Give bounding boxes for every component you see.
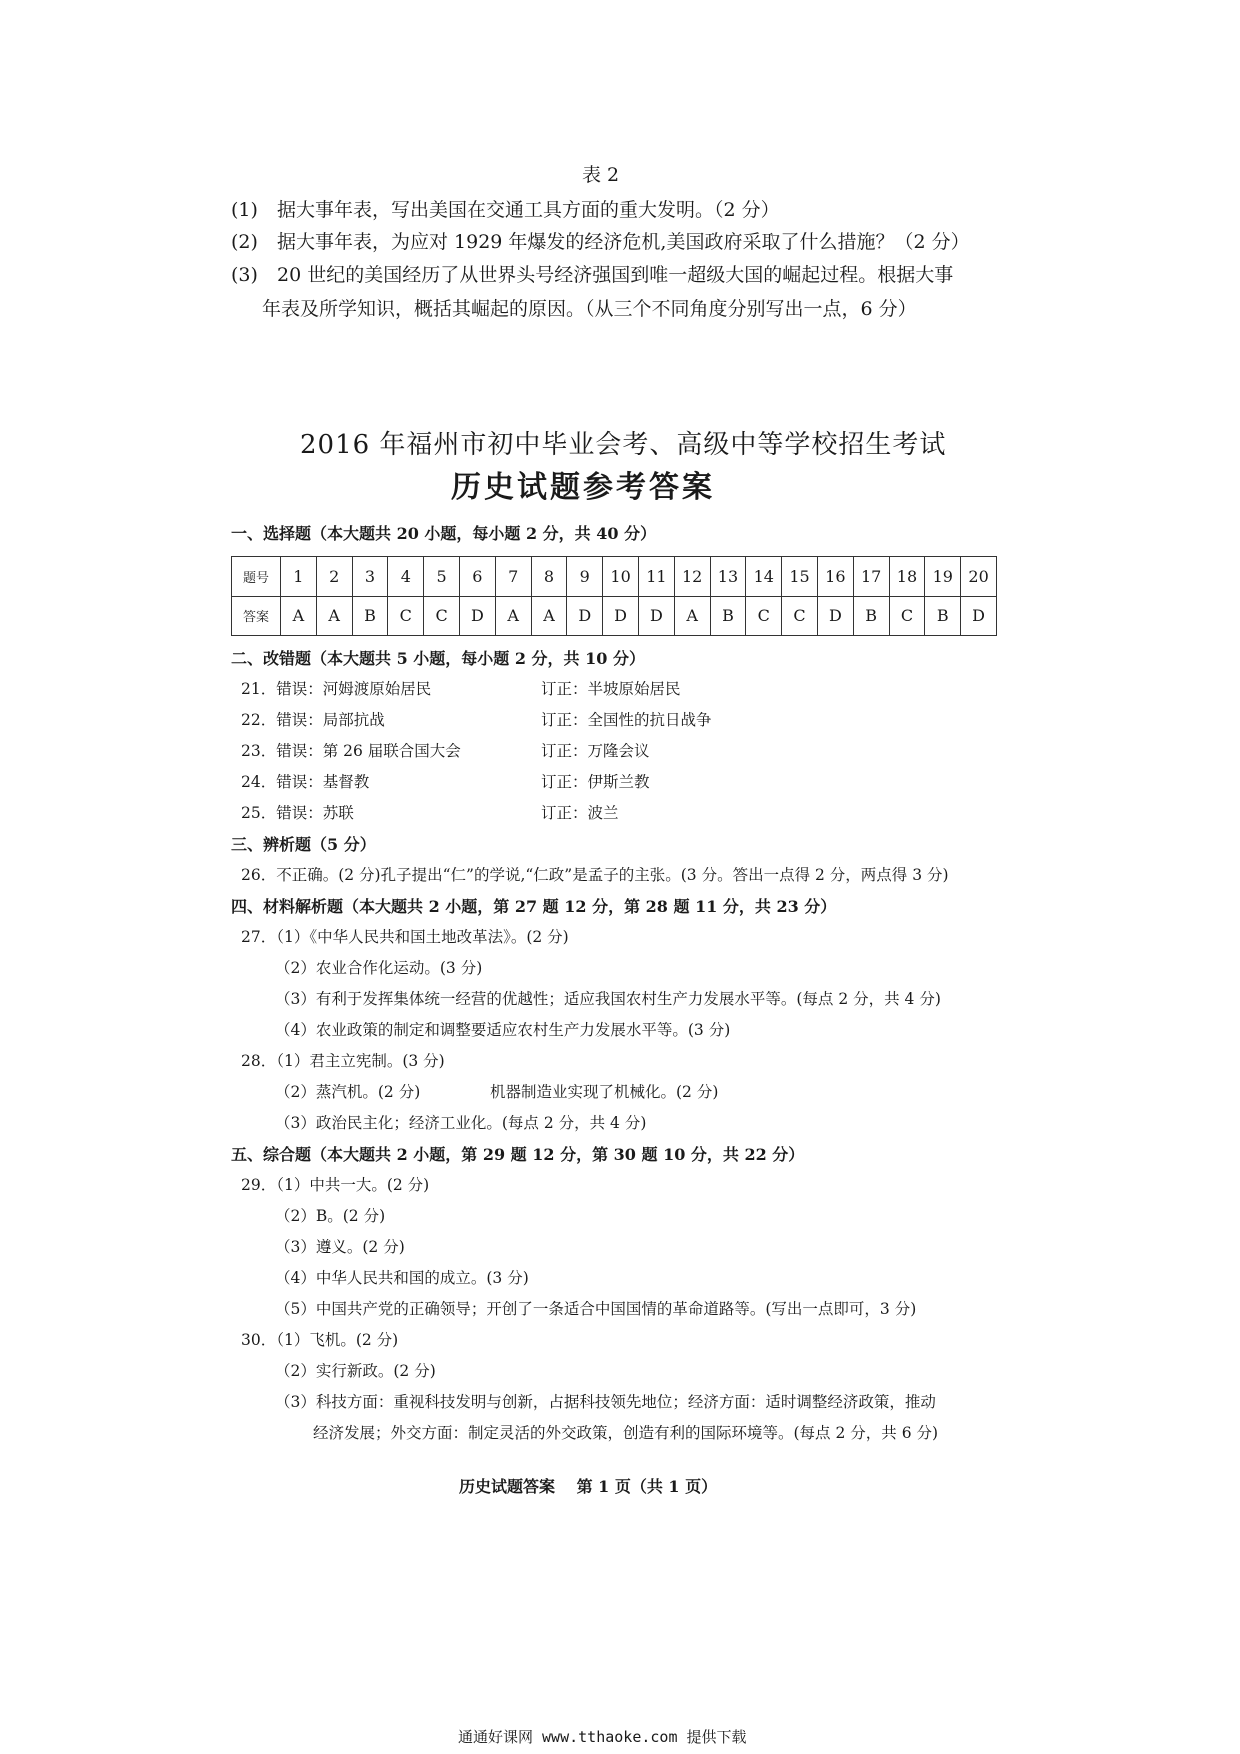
answer-29-2: （2）B。(2 分) <box>275 1207 386 1225</box>
site-footer: 通通好课网 www.tthaoke.com 提供下载 <box>458 1728 747 1746</box>
answer-title-line2: 历史试题参考答案 <box>451 470 715 505</box>
answer-30-3-continued: 经济发展；外交方面：制定灵活的外交政策，创造有利的国际环境等。(每点 2 分，共 6 分) <box>313 1424 939 1442</box>
correction-21-fix: 订正：半坡原始居民 <box>541 680 681 698</box>
table-cell-answer: D <box>961 596 997 636</box>
answer-26: 26．不正确。(2 分)孔子提出“仁”的学说,“仁政”是孟子的主张。(3 分。答出一点得 2 分，两点得 3 分) <box>241 866 949 884</box>
question-1 <box>231 197 780 223</box>
correction-22-error: 22．错误：局部抗战 <box>241 711 385 729</box>
table-cell-answer: B <box>710 596 746 636</box>
answer-28-2a: （2）蒸汽机。(2 分) <box>275 1083 421 1101</box>
table-cell-number: 9 <box>567 557 603 597</box>
table-cell-answer: D <box>603 596 639 636</box>
section-3-heading: 三、辨析题（5 分） <box>231 835 376 854</box>
table-cell-number: 10 <box>603 557 639 597</box>
question-text: 据大事年表，为应对 1929 年爆发的经济危机,美国政府采取了什么措施？（2 分） <box>277 231 970 253</box>
table-cell-number: 19 <box>925 557 961 597</box>
table-cell-answer: D <box>817 596 853 636</box>
table-cell-number: 1 <box>281 557 317 597</box>
answer-28-3: （3）政治民主化；经济工业化。(每点 2 分，共 4 分) <box>275 1114 647 1132</box>
answer-27-1: 27．（1）《中华人民共和国土地改革法》。(2 分) <box>241 928 569 946</box>
table-cell-number: 20 <box>961 557 997 597</box>
answer-28-2b: 机器制造业实现了机械化。(2 分) <box>490 1083 719 1101</box>
correction-24-error: 24．错误：基督教 <box>241 773 370 791</box>
answer-29-4: （4）中华人民共和国的成立。(3 分) <box>275 1269 529 1287</box>
table-cell-number: 8 <box>531 557 567 597</box>
table-cell-number: 3 <box>352 557 388 597</box>
table-cell-number: 13 <box>710 557 746 597</box>
table-cell-answer: D <box>638 596 674 636</box>
section-1-heading: 一、选择题（本大题共 20 小题，每小题 2 分，共 40 分） <box>231 524 657 543</box>
question-2 <box>231 229 970 255</box>
table-cell-answer: A <box>531 596 567 636</box>
table-cell-answer: B <box>352 596 388 636</box>
table-cell-answer: C <box>424 596 460 636</box>
correction-21-error: 21．错误：河姆渡原始居民 <box>241 680 432 698</box>
answer-30-1: 30．（1）飞机。(2 分) <box>241 1331 399 1349</box>
table-row-numbers <box>232 557 997 597</box>
answer-title-line1: 2016 年福州市初中毕业会考、高级中等学校招生考试 <box>300 430 947 460</box>
question-number: (2) <box>231 231 258 253</box>
answer-27-4: （4）农业政策的制定和调整要适应农村生产力发展水平等。(3 分) <box>275 1021 731 1039</box>
table-cell-number: 18 <box>889 557 925 597</box>
table-cell-number: 4 <box>388 557 424 597</box>
table-cell-answer: C <box>388 596 424 636</box>
table-cell-answer: D <box>459 596 495 636</box>
table-cell-answer: C <box>746 596 782 636</box>
table-cell-number: 17 <box>853 557 889 597</box>
row-label-answer: 答案 <box>232 596 281 636</box>
correction-23-fix: 订正：万隆会议 <box>541 742 650 760</box>
table-cell-number: 12 <box>674 557 710 597</box>
question-text: 据大事年表，写出美国在交通工具方面的重大发明。（2 分） <box>277 199 780 221</box>
answer-27-3: （3）有利于发挥集体统一经营的优越性；适应我国农村生产力发展水平等。(每点 2 分，共 4 分) <box>275 990 941 1008</box>
row-label-number: 题号 <box>232 557 281 597</box>
table-cell-answer: A <box>316 596 352 636</box>
answer-30-3: （3）科技方面：重视科技发明与创新，占据科技领先地位；经济方面：适时调整经济政策，推动 <box>275 1393 936 1411</box>
table-cell-answer: A <box>495 596 531 636</box>
answer-30-2: （2）实行新政。(2 分) <box>275 1362 436 1380</box>
correction-23-error: 23．错误：第 26 届联合国大会 <box>241 742 461 760</box>
table-caption: 表 2 <box>582 164 620 186</box>
question-text: 20 世纪的美国经历了从世界头号经济强国到唯一超级大国的崛起过程。根据大事 <box>277 264 954 286</box>
question-3 <box>231 262 953 288</box>
table-cell-number: 6 <box>459 557 495 597</box>
table-cell-number: 11 <box>638 557 674 597</box>
question-number: (1) <box>231 199 258 221</box>
answer-table <box>231 556 997 636</box>
answer-29-5: （5）中国共产党的正确领导；开创了一条适合中国国情的革命道路等。(写出一点即可，3 分) <box>275 1300 917 1318</box>
section-2-heading: 二、改错题（本大题共 5 小题，每小题 2 分，共 10 分） <box>231 649 645 668</box>
table-cell-number: 14 <box>746 557 782 597</box>
question-number: (3) <box>231 264 258 286</box>
section-4-heading: 四、材料解析题（本大题共 2 小题，第 27 题 12 分，第 28 题 11 分，共 23 分） <box>231 897 837 916</box>
section-5-heading: 五、综合题（本大题共 2 小题，第 29 题 12 分，第 30 题 10 分，共 22 分） <box>231 1145 805 1164</box>
table-cell-number: 2 <box>316 557 352 597</box>
answer-27-2: （2）农业合作化运动。(3 分) <box>275 959 483 977</box>
table-row-answers <box>232 596 997 636</box>
correction-25-error: 25．错误：苏联 <box>241 804 354 822</box>
table-cell-number: 5 <box>424 557 460 597</box>
table-cell-answer: C <box>889 596 925 636</box>
table-cell-answer: D <box>567 596 603 636</box>
question-3-continued: 年表及所学知识，概括其崛起的原因。（从三个不同角度分别写出一点，6 分） <box>262 298 917 320</box>
table-cell-answer: B <box>925 596 961 636</box>
correction-24-fix: 订正：伊斯兰教 <box>541 773 650 791</box>
answer-29-3: （3）遵义。(2 分) <box>275 1238 405 1256</box>
table-cell-number: 7 <box>495 557 531 597</box>
page-footer: 历史试题答案 第 1 页（共 1 页） <box>459 1477 718 1496</box>
table-cell-answer: C <box>782 596 818 636</box>
table-cell-answer: A <box>674 596 710 636</box>
answer-28-1: 28．（1）君主立宪制。(3 分) <box>241 1052 445 1070</box>
table-cell-answer: B <box>853 596 889 636</box>
table-cell-number: 15 <box>782 557 818 597</box>
correction-22-fix: 订正：全国性的抗日战争 <box>541 711 712 729</box>
answer-29-1: 29．（1）中共一大。(2 分) <box>241 1176 430 1194</box>
table-cell-number: 16 <box>817 557 853 597</box>
table-cell-answer: A <box>281 596 317 636</box>
correction-25-fix: 订正：波兰 <box>541 804 619 822</box>
